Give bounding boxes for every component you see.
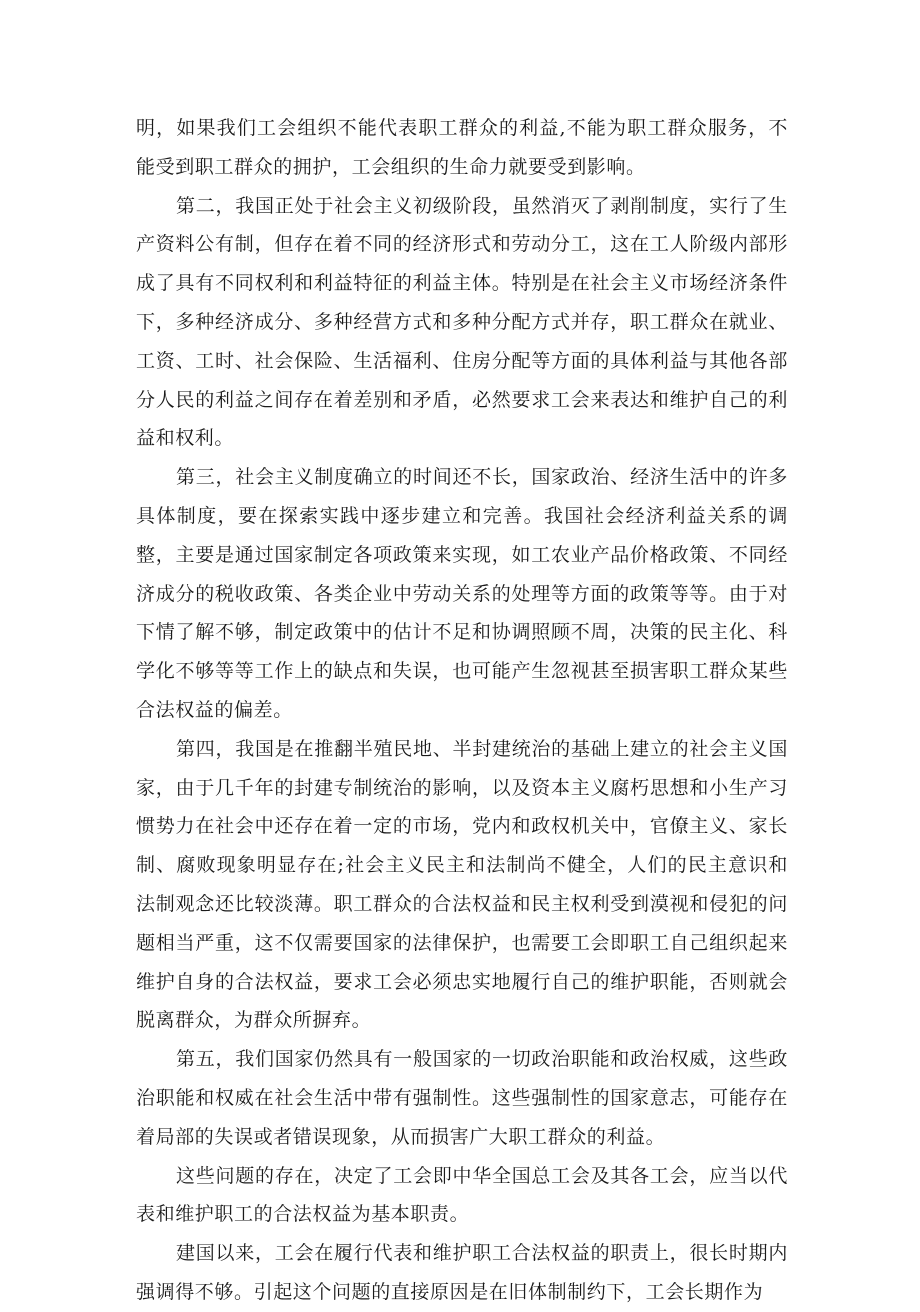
document-body [136,109,788,1312]
paragraph-3: 第三，社会主义制度确立的时间还不长，国家政治、经济生活中的许多具体制度，要在探索实践中逐步建立和完善。我国社会经济利益关系的调整，主要是通过国家制定各项政策来实现，如工农业产品价格政策、不同经济成分的税收政策、各类企业中劳动关系的处理等方面的政策等等。由于对下情了解不够，制定政策中的估计不足和协调照顾不周，决策的民主化、科学化不够等等工作上的缺点和失误，也可能产生忽视甚至损害职工群众某些合法权益的偏差。 [136,466,788,721]
paragraph-7: 建国以来，工会在履行代表和维护职工合法权益的职责上，很长时期内强调得不够。引起这个问题的直接原因是在旧体制制约下，工会长期作为 [136,1242,788,1303]
paragraph-1: 明，如果我们工会组织不能代表职工群众的利益,不能为职工群众服务，不能受到职工群众的拥护，工会组织的生命力就要受到影响。 [136,117,788,178]
paragraph-2: 第二，我国正处于社会主义初级阶段，虽然消灭了剥削制度，实行了生产资料公有制，但存在着不同的经济形式和劳动分工，这在工人阶级内部形成了具有不同权利和利益特征的利益主体。特别是在社会主义市场经济条件下，多种经济成分、多种经营方式和多种分配方式并存，职工群众在就业、工资、工时、社会保险、生活福利、住房分配等方面的具体利益与其他各部分人民的利益之间存在着差别和矛盾，必然要求工会来表达和维护自己的利益和权利。 [136,194,788,450]
paragraph-4: 第四，我国是在推翻半殖民地、半封建统治的基础上建立的社会主义国家，由于几千年的封建专制统治的影响，以及资本主义腐朽思想和小生产习惯势力在社会中还存在着一定的市场，党内和政权机关中，官僚主义、家长制、腐败现象明显存在;社会主义民主和法制尚不健全，人们的民主意识和法制观念还比较淡薄。职工群众的合法权益和民主权利受到漠视和侵犯的问题相当严重，这不仅需要国家的法律保护，也需要工会即职工自己组织起来维护自身的合法权益，要求工会必须忠实地履行自己的维护职能，否则就会脱离群众，为群众所摒弃。 [136,737,788,1032]
paragraph-5: 第五，我们国家仍然具有一般国家的一切政治职能和政治权威，这些政治职能和权威在社会生活中带有强制性。这些强制性的国家意志，可能存在着局部的失误或者错误现象，从而损害广大职工群众的利益。 [136,1048,788,1148]
paragraph-6: 这些问题的存在，决定了工会即中华全国总工会及其各工会，应当以代表和维护职工的合法权益为基本职责。 [136,1164,788,1226]
